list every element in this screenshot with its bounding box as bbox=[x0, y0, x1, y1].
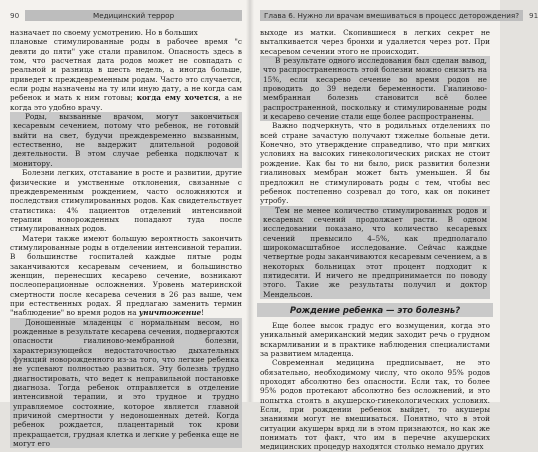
paragraph-text: плановые стимулированные роды в рабочее время "с девяти до пяти" уже стали правилом. Опасность здесь в том, что расчетная дата родов может не совпадать с реальной и разница в шесть недель, а иногда больше, приведет к преждевременным родам. Часто это случается, если роды назначены на ту или иную дату, а не когда сам ребенок и мать к ним готовы; bbox=[10, 37, 242, 103]
paragraph bbox=[260, 206, 490, 299]
paragraph bbox=[260, 321, 490, 358]
paragraph-text: Современная медицина предписывает, не это обязательно, необходимому числу, что около 95% родов проходят абсолютно без опасности. Если так, то более 95% родов протекают абсолютно без осложнений, и это попытка стоять в акушерско-гинекологических условиях. Если, при рождении ребенок выйдет, то акушеры знаниями могут не вмешиваться. Понятно, что в этой ситуации акушеры вряд ли в этом признаются, но как же понимать тот факт, что им в перечне акушерских медицинских процедур находятся столько немало других bbox=[260, 358, 490, 452]
paragraph-text: Тем не менее количество стимулированных родов и кесаревых сечений продолжает расти. В одном исследовании показано, что количество кесаревых сечений превысило 4–5%, как предполагало широкомасштабное исследование. Сейчас каждые четвертые роды заканчиваются кесаревым сечением, а в некоторых больницах этот процент подходит к пятидесяти. И ничего не предпринимается по поводу этого. Такие же результаты получил и доктор Мендельсон. bbox=[263, 205, 487, 299]
right-page bbox=[250, 0, 538, 452]
paragraph bbox=[260, 121, 490, 205]
right-running-title: Глава 6. Нужно ли врачам вмешиваться в процесс деторождения? bbox=[260, 10, 523, 21]
paragraph-text: В результате одного исследования был сделан вывод, что распространенность этой болезни можно снизить на 15%, если кесарево сечение во время родов не проводить до 39 недели беременности. Гиалиново-мембранная болезнь становится всё более распространенной, поскольку и стимулированные роды и кесарево сечение стали еще более распространены. bbox=[263, 56, 487, 122]
paragraph-text: ! bbox=[201, 308, 205, 318]
left-running-title: Медицинский террор bbox=[25, 10, 242, 21]
right-page-body bbox=[260, 28, 490, 299]
paragraph-text: выходе из матки. Скопившиеся в легких секрет не выталкивается через бронхи и удаляется через рот. При кесаревом сечении этого не происходит. bbox=[260, 28, 490, 56]
paragraph-text: Матери также имеют большую вероятность закончить стимулированные роды в отделении интенсивной терапии. В большинстве госпиталей каждые пятые роды заканчиваются кесаревым сечением, и большинство женщин, перенесших кесарево сечение, возникают послеоперационные осложнения. Уровень материнской смертности после кесарева сечения в 26 раз выше, чем при естественных родах. Я предлагаю заменить термин "наблюдение" во время родов на bbox=[10, 233, 242, 318]
paragraph-text: , а не когда это удобно врачу. bbox=[10, 93, 242, 112]
paragraph-text: Еще более высок градус его возмущения, когда это уникальный американский медик заходит речь о грудном вскармливании и в практике наблюдения специалистами за развитием младенца. bbox=[260, 320, 490, 358]
right-page-header bbox=[260, 6, 538, 24]
paragraph bbox=[10, 234, 242, 318]
paragraph bbox=[10, 168, 242, 233]
paragraph bbox=[260, 28, 490, 56]
paragraph bbox=[10, 28, 242, 37]
paragraph bbox=[10, 112, 242, 168]
left-page-body bbox=[10, 28, 242, 448]
right-page-number: 91 bbox=[529, 10, 538, 20]
left-page-number: 90 bbox=[10, 10, 20, 20]
paragraph bbox=[10, 318, 242, 449]
section-heading: Рождение ребенка — это болезнь? bbox=[257, 303, 493, 317]
paragraph-text: Доношенные младенцы с нормальным весом, но рожденные в результате кесарева сечения, подвергаются опасности гиалиново-мембранной болезни, характеризующейся недостаточностью дыхательных функций новорожденного из-за того, что легкие ребенка не успевают полностью развиться. Эту болезнь трудно диагностировать, что ведет к неправильной постановке диагноза. Тогда ребенок отправляется в отделение интенсивной терапии, и это трудное и трудно управляемое состояние, которое является главной причиной смертности у недоношенных детей. Когда ребенок рождается, плацентарный ток крови прекращается, грудная клетка и легкие у ребенка еще не могут его bbox=[13, 317, 239, 449]
paragraph-text: Болезни легких, отставание в росте и развитии, другие физические и умственные отклонения, связанные с преждевременным рождением, часто осложняются и последствия стимулированных родов. Как свидетельствует статистика: 4% пациентов отделений интенсивной терапии новорожденных попадают туда после стимулированных родов. bbox=[10, 168, 242, 234]
paragraph bbox=[260, 358, 490, 451]
section-body bbox=[260, 321, 490, 452]
paragraph bbox=[10, 37, 242, 112]
emphasis-text: уничтожение bbox=[138, 308, 202, 318]
paragraph bbox=[260, 56, 490, 121]
left-page bbox=[0, 0, 250, 449]
left-page-header bbox=[10, 6, 242, 24]
paragraph-text: назначает по своему усмотрению. Но в больших bbox=[10, 28, 198, 37]
paragraph-text: Роды, вызванные врачом, могут закончиться кесаревым сечением, потому что ребенок, не готовый выйти на свет, будучи преждевременно вызванным, естественно, не выдержит длительной родовой деятельности. В этом случае ребенка подключат к монитору. bbox=[13, 112, 239, 168]
paragraph-text: Важно подчеркнуть, что в родильных отделениях по всей стране зачастую получают тяжелые больные дети. Конечно, это утверждение справедливо, что при мягких условиях на высоких гинекологических рисках не стоит рождение. Как бы то ни было, риск развития болезни гиалиновых мембран может быть уменьшен. Я бы предложил не стимулировать роды с тем, чтобы вес ребенок постепенно созревал до того, как он покинет утробу. bbox=[260, 121, 490, 206]
emphasis-text: когда ему хочется bbox=[136, 93, 219, 103]
